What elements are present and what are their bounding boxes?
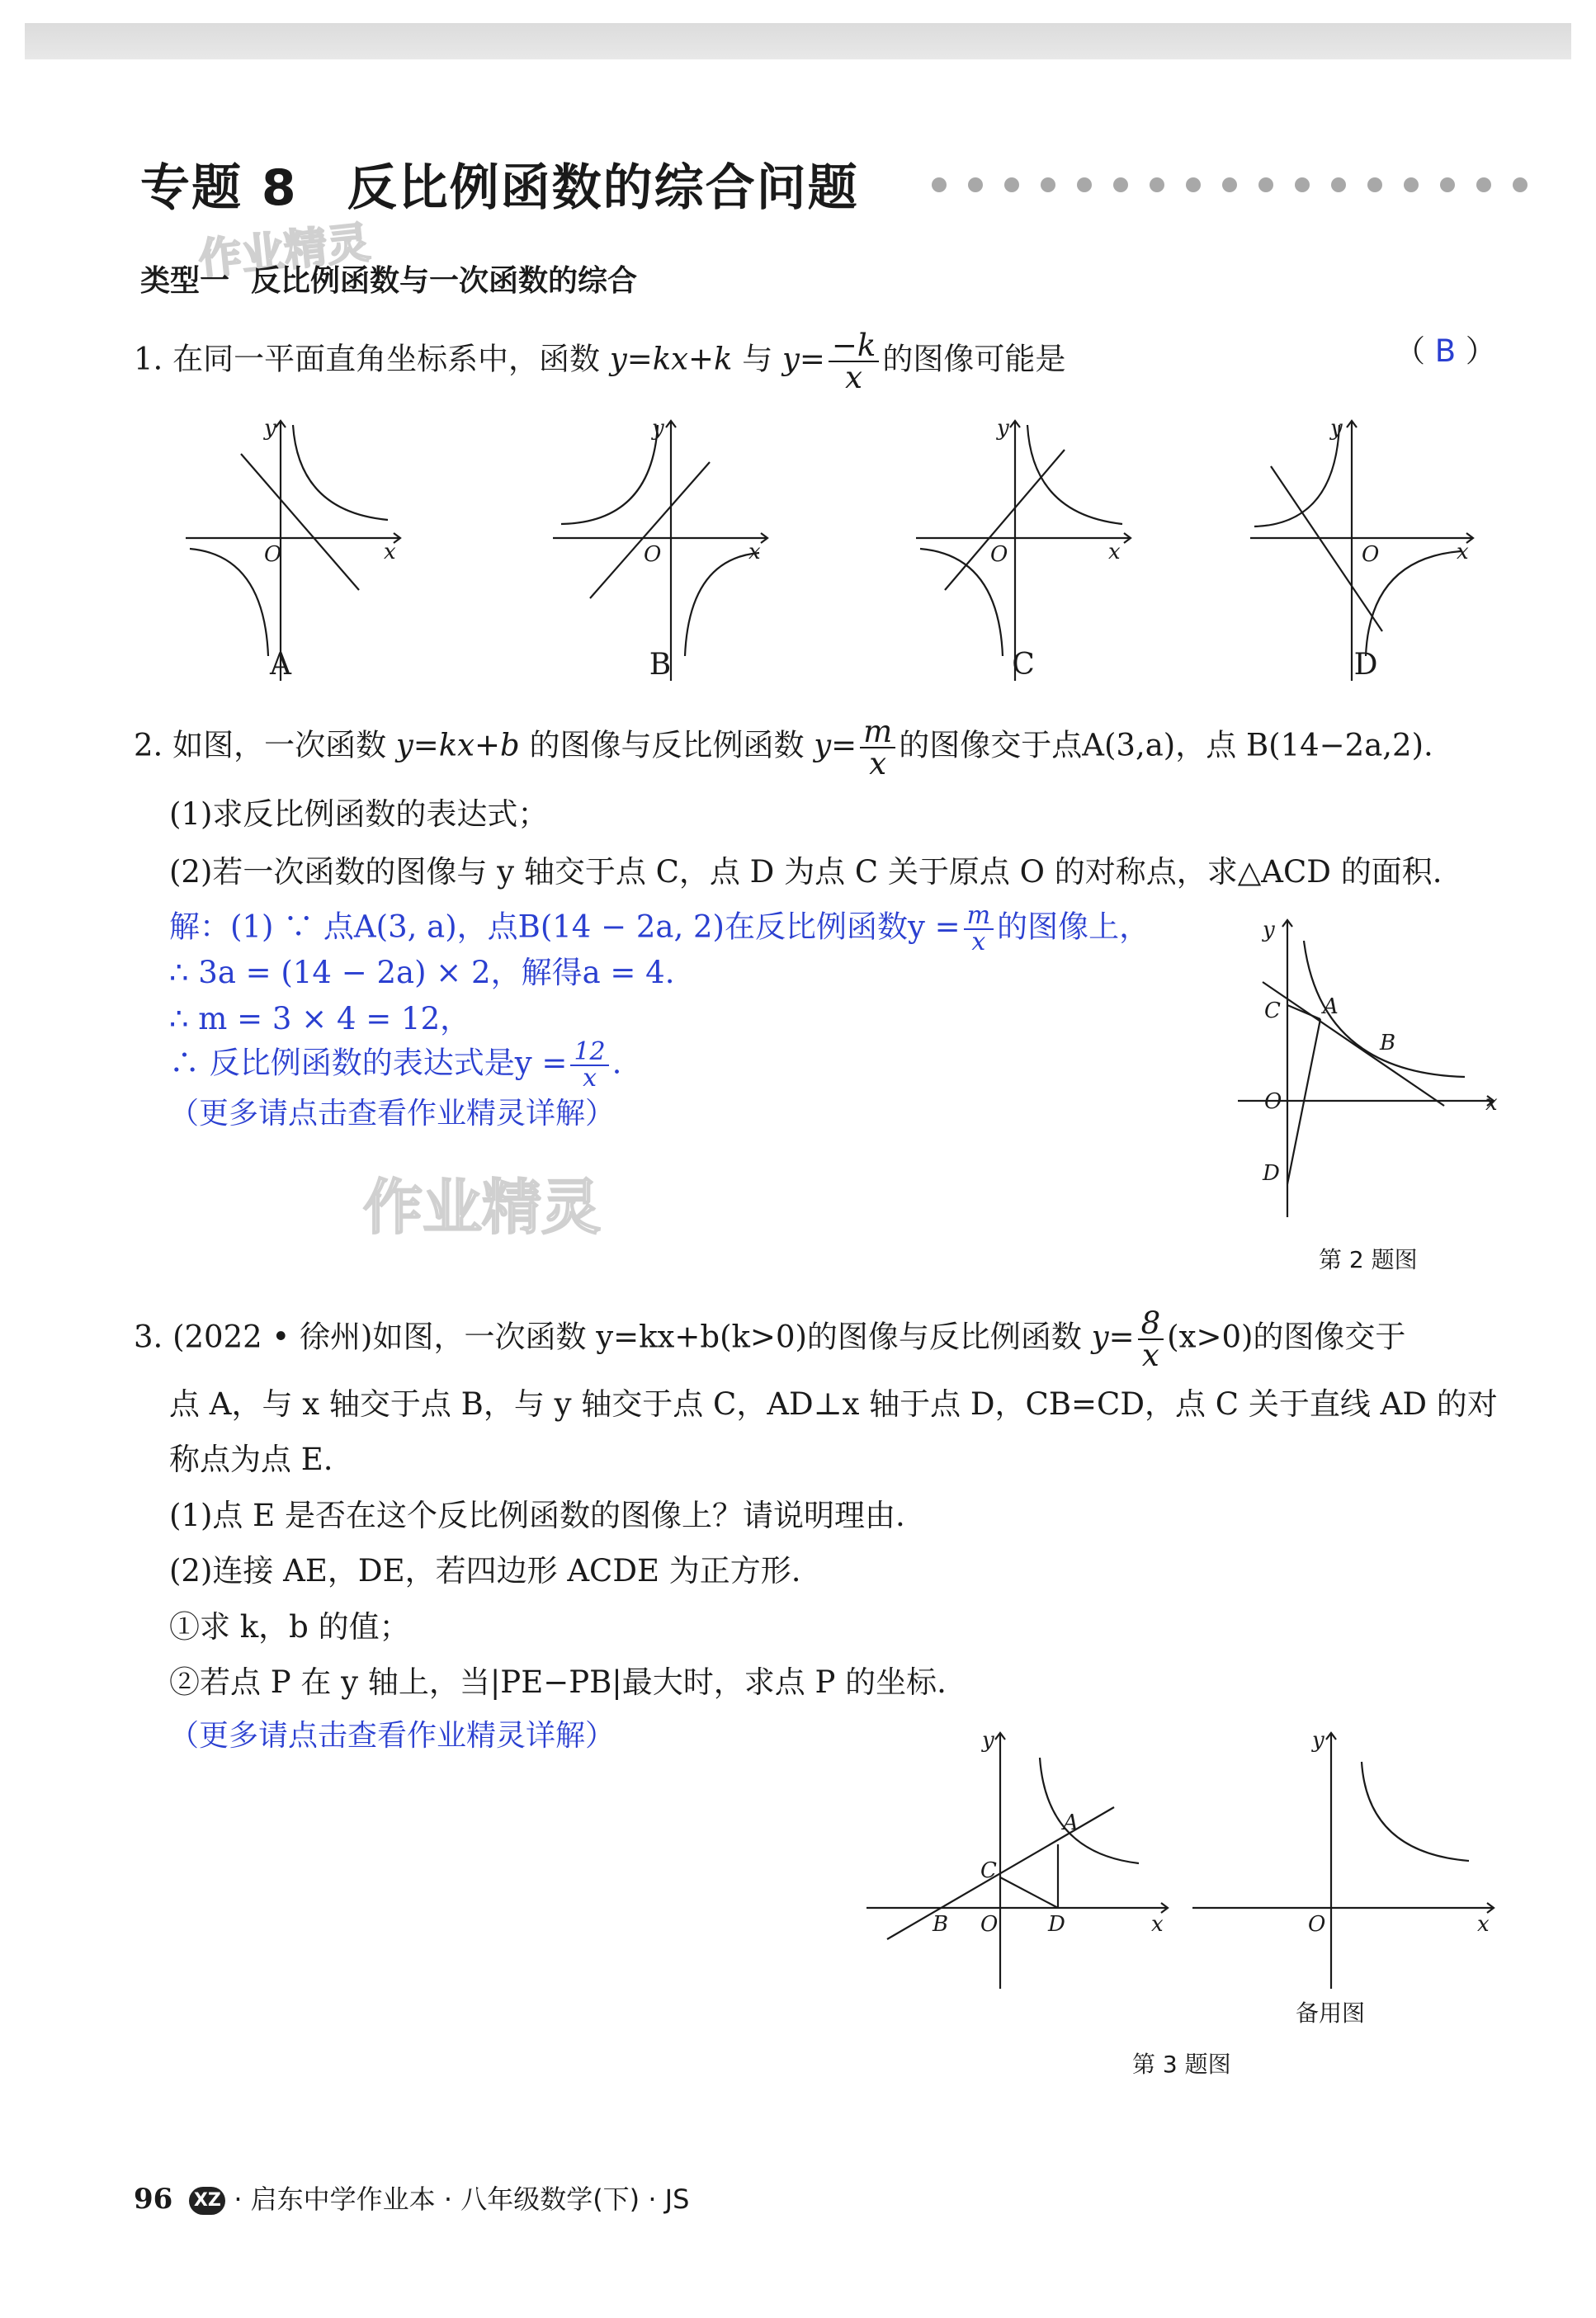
q1-mid: 与 bbox=[742, 341, 773, 377]
title-dot bbox=[1367, 177, 1382, 192]
label-d: D bbox=[1048, 1912, 1065, 1937]
line-cb bbox=[1263, 982, 1444, 1106]
q1-stem bbox=[134, 330, 1065, 393]
q2-sol1-b: 的图像上， bbox=[997, 909, 1150, 945]
option-label-d: D bbox=[1353, 648, 1378, 682]
q2-figure bbox=[1238, 916, 1510, 1221]
title-dot bbox=[1440, 177, 1455, 192]
topic-title: 反比例函数的综合问题 bbox=[347, 159, 859, 217]
watermark-middle: 作业精灵 bbox=[363, 1173, 602, 1242]
hyperbola-branch-q2 bbox=[561, 425, 658, 524]
title-dot bbox=[1150, 177, 1164, 192]
title-dot bbox=[932, 177, 947, 192]
q2-sol4-b: . bbox=[611, 1045, 622, 1081]
watermark-top: 作业精灵 bbox=[196, 218, 373, 286]
q1-option-graph-b bbox=[549, 417, 772, 689]
option-label-b: B bbox=[649, 648, 672, 682]
hyperbola-branch-q4 bbox=[1366, 551, 1461, 656]
label-c: C bbox=[980, 1858, 997, 1883]
q3-part2: (2)连接 AE，DE，若四边形 ACDE 为正方形. bbox=[169, 1553, 801, 1589]
q1-answer: B bbox=[1434, 333, 1457, 369]
y-label: y bbox=[1330, 416, 1343, 441]
q1-fraction bbox=[829, 330, 879, 393]
title-dot bbox=[1004, 177, 1019, 192]
q2-stem-b: 的图像与反比例函数 bbox=[529, 727, 805, 763]
label-b: B bbox=[933, 1912, 949, 1937]
title-dot bbox=[1077, 177, 1092, 192]
title-dot bbox=[1258, 177, 1273, 192]
title-dot bbox=[1113, 177, 1128, 192]
q1-close-paren: ） bbox=[1465, 333, 1496, 369]
q2-stem-num: m bbox=[860, 716, 895, 748]
q1-prefix: 1. 在同一平面直角坐标系中，函数 bbox=[134, 341, 601, 377]
label-o: O bbox=[980, 1912, 999, 1937]
q2-stem bbox=[134, 716, 1433, 779]
q3-stem-den: x bbox=[1141, 1338, 1159, 1373]
section-heading bbox=[140, 257, 637, 300]
origin-label: O bbox=[990, 542, 1008, 567]
page-title bbox=[140, 149, 859, 220]
q3-spare-caption: 备用图 bbox=[1296, 1999, 1366, 2027]
title-dot bbox=[1186, 177, 1201, 192]
hyperbola-branch-q2 bbox=[1254, 425, 1339, 526]
label-y: y bbox=[982, 1728, 994, 1753]
label-a: A bbox=[1063, 1810, 1079, 1835]
hyperbola bbox=[1362, 1762, 1469, 1861]
q1-option-graph-d bbox=[1246, 417, 1477, 689]
title-dot bbox=[968, 177, 983, 192]
option-label-a: A bbox=[270, 648, 291, 682]
q3-part2-i: ①求 k，b 的值； bbox=[169, 1609, 410, 1645]
hyperbola-branch-q1 bbox=[293, 425, 388, 520]
title-dot bbox=[1295, 177, 1310, 192]
q3-part2-ii: ②若点 P 在 y 轴上，当|PE−PB|最大时，求点 P 的坐标. bbox=[169, 1664, 947, 1700]
q2-stem-d: A(3,a)，点 B(14−2a,2). bbox=[1082, 727, 1433, 763]
q3-stem-lhs: y= bbox=[1091, 1319, 1135, 1355]
q2-stem-a: 2. 如图，一次函数 bbox=[134, 727, 387, 763]
q2-solution-line2: ∴ 3a = (14 − 2a) × 2，解得a = 4. bbox=[169, 955, 675, 990]
q2-caption: 第 2 题图 bbox=[1319, 1246, 1418, 1273]
q3-part1: (1)点 E 是否在这个反比例函数的图像上？请说明理由. bbox=[169, 1498, 905, 1533]
page-footer bbox=[134, 2179, 689, 2216]
q3-more-link[interactable]: （更多请点击查看作业精灵详解） bbox=[169, 1719, 616, 1753]
segment-ca bbox=[1287, 1005, 1320, 1019]
q2-part1: (1)求反比例函数的表达式； bbox=[169, 796, 549, 832]
hyperbola-branch-q1 bbox=[1027, 425, 1122, 524]
xz-badge: XZ bbox=[189, 2187, 225, 2215]
footer-text: · 启东中学作业本 · 八年级数学(下) · JS bbox=[234, 2183, 690, 2215]
x-label: x bbox=[748, 540, 761, 564]
label-o: O bbox=[1264, 1089, 1282, 1114]
origin-label: O bbox=[264, 542, 282, 567]
q3-figure bbox=[866, 1729, 1172, 1993]
origin-label: O bbox=[1362, 542, 1380, 567]
q2-solution-line4 bbox=[169, 1037, 622, 1093]
title-dot bbox=[1222, 177, 1237, 192]
q3-stem-fraction bbox=[1138, 1305, 1164, 1373]
label-d: D bbox=[1263, 1161, 1280, 1186]
line-graph bbox=[241, 454, 359, 590]
q1-option-graph-a bbox=[182, 417, 404, 689]
label-c: C bbox=[1264, 998, 1281, 1023]
label-y: y bbox=[1312, 1728, 1324, 1753]
q2-stem-lhs: y= bbox=[814, 727, 857, 763]
q2-stem-fraction bbox=[860, 716, 895, 779]
x-label: x bbox=[384, 540, 396, 564]
section-label: 类型一 bbox=[140, 264, 230, 298]
title-dot bbox=[1331, 177, 1346, 192]
q1-option-graph-c bbox=[912, 417, 1135, 689]
hyperbola-branch-q4 bbox=[685, 553, 759, 656]
q3-caption: 第 3 题图 bbox=[1132, 2051, 1231, 2078]
label-x: x bbox=[1151, 1912, 1164, 1937]
label-x: x bbox=[1485, 1091, 1498, 1116]
q1-answer-bracket bbox=[1395, 333, 1496, 370]
title-dot bbox=[1513, 177, 1528, 192]
origin-label: O bbox=[644, 542, 662, 567]
section-title: 反比例函数与一次函数的综合 bbox=[251, 264, 638, 298]
y-label: y bbox=[997, 416, 1009, 441]
topic-number: 专题 8 bbox=[140, 159, 298, 217]
line-graph bbox=[945, 450, 1065, 590]
label-b: B bbox=[1380, 1031, 1396, 1055]
label-x: x bbox=[1477, 1912, 1490, 1937]
hyperbola bbox=[1040, 1758, 1139, 1863]
label-a: A bbox=[1323, 994, 1339, 1019]
title-dot bbox=[1476, 177, 1491, 192]
q1-open-paren: （ bbox=[1395, 333, 1425, 369]
page-number: 96 bbox=[134, 2183, 173, 2216]
x-label: x bbox=[1457, 540, 1469, 564]
q2-sol4-a: ∴ 反比例函数的表达式是y = bbox=[169, 1045, 568, 1081]
q3-stem-num: 8 bbox=[1138, 1308, 1164, 1340]
title-dot bbox=[1041, 177, 1055, 192]
option-label-c: C bbox=[1012, 648, 1035, 682]
q2-stem-den: x bbox=[869, 746, 887, 781]
q2-stem-c: 的图像交于点 bbox=[899, 727, 1083, 763]
segment-cd bbox=[1000, 1877, 1058, 1908]
q2-sol4-fraction bbox=[570, 1037, 608, 1093]
top-band bbox=[25, 23, 1571, 59]
y-label: y bbox=[264, 416, 276, 441]
x-label: x bbox=[1108, 540, 1121, 564]
q1-lhs: y= bbox=[781, 341, 825, 377]
q2-more-link[interactable]: （更多请点击查看作业精灵详解） bbox=[169, 1097, 616, 1131]
q3-stem-b: (x>0)的图像交于 bbox=[1167, 1319, 1406, 1355]
q3-spare-figure bbox=[1192, 1729, 1506, 1993]
title-dot bbox=[1404, 177, 1419, 192]
title-dots bbox=[931, 168, 1575, 201]
q2-sol4-den: x bbox=[583, 1064, 597, 1093]
label-o: O bbox=[1308, 1912, 1326, 1937]
q2-solution-line1 bbox=[169, 901, 1150, 956]
q3-line2: 点 A，与 x 轴交于点 B，与 y 轴交于点 C，AD⊥x 轴于点 D，CB=CD，点 C 关于直线 AD 的对 bbox=[169, 1386, 1498, 1422]
q2-sol1-a: 解：(1) ∵ 点A(3, a)，点B(14 − 2a, 2)在反比例函数y = bbox=[169, 909, 961, 945]
q3-line3: 称点为点 E. bbox=[169, 1442, 333, 1477]
q1-frac-num: −k bbox=[829, 330, 879, 362]
hyperbola-branch-q3 bbox=[190, 549, 268, 656]
q2-sol4-num: 12 bbox=[570, 1040, 608, 1066]
q2-sol1-fraction bbox=[964, 901, 994, 956]
label-y: y bbox=[1263, 918, 1275, 942]
q2-solution-line3: ∴ m = 3 × 4 = 12， bbox=[169, 1001, 471, 1036]
q1-suffix: 的图像可能是 bbox=[882, 341, 1066, 377]
q3-stem-a: 3. (2022 • 徐州)如图，一次函数 y=kx+b(k>0)的图像与反比例函数 bbox=[134, 1319, 1082, 1355]
q2-sol1-den: x bbox=[971, 928, 986, 956]
q3-stem bbox=[134, 1305, 1406, 1373]
q1-expr1: y=kx+k bbox=[609, 341, 733, 377]
q2-stem-expr: y=kx+b bbox=[395, 727, 520, 763]
q2-part2: (2)若一次函数的图像与 y 轴交于点 C，点 D 为点 C 关于原点 O 的对称点，求△ACD 的面积. bbox=[169, 854, 1443, 890]
y-label: y bbox=[652, 416, 664, 441]
line-graph bbox=[590, 462, 710, 598]
q1-frac-den: x bbox=[845, 360, 863, 395]
q2-sol1-num: m bbox=[964, 904, 994, 930]
